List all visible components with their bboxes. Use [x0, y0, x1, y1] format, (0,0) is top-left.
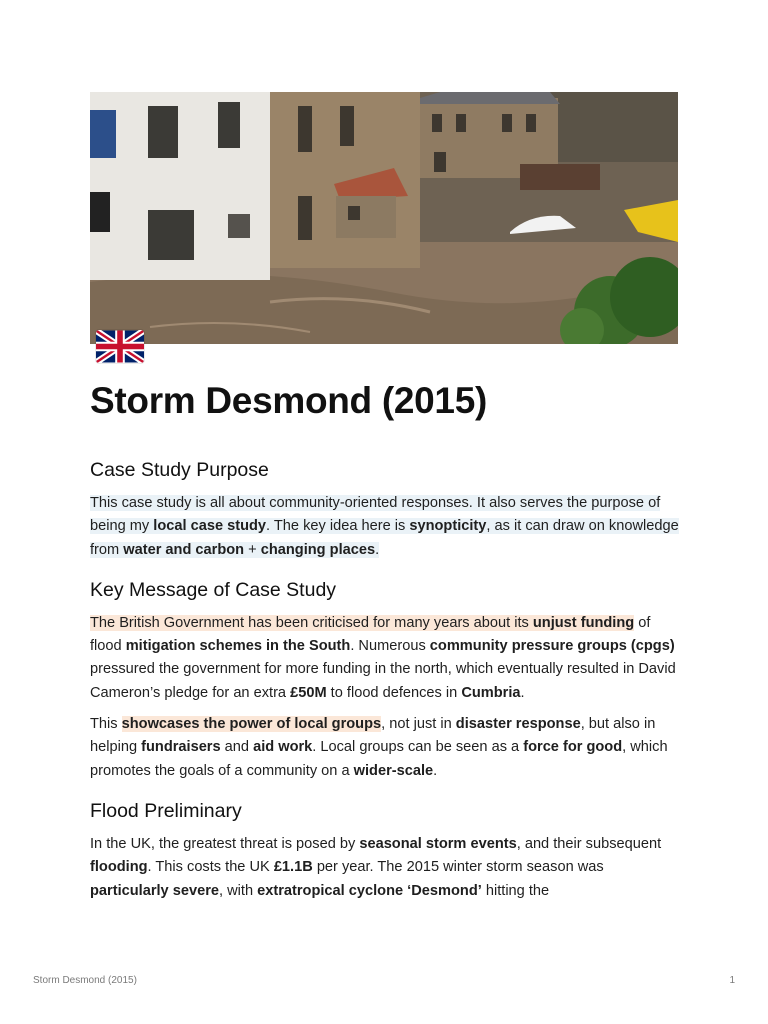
text-run: , with [219, 882, 258, 899]
footer-page-number: 1 [729, 975, 735, 986]
bold-text: fundraisers [141, 739, 221, 756]
bold-text: flooding [90, 859, 148, 876]
text-run: , but also in helping [90, 716, 656, 756]
section-key-message [90, 576, 680, 783]
bold-text: £1.1B [273, 859, 313, 876]
text-run: . [433, 762, 438, 779]
bold-text: community pressure groups (cpgs) [429, 638, 675, 655]
text-run: In the UK, the greatest threat is posed by [90, 835, 360, 852]
bold-text: synopticity [409, 518, 487, 535]
section-heading: Flood Preliminary [90, 799, 242, 822]
section-flood-preliminary [90, 797, 680, 903]
page-content [90, 456, 680, 911]
text-run: pressured the government for more funding in the north, which eventually resulted in David Cameron’s pledge for an extra [90, 661, 676, 701]
text-run: , as it can draw on knowledge from [90, 518, 679, 558]
text-run: . The key idea here is [266, 518, 410, 535]
page-title: Storm Desmond (2015) [90, 380, 487, 421]
text-run: . Local groups can be seen as a [312, 739, 524, 756]
bold-text: local case study [153, 518, 267, 535]
text-run: hitting the [481, 882, 550, 899]
text-run: , not just in [381, 716, 456, 733]
text-run: to flood defences in [326, 684, 462, 701]
text-run: + [244, 541, 261, 558]
flooded-village-photo [90, 92, 678, 344]
paragraph [90, 492, 680, 562]
section-case-study-purpose [90, 456, 680, 562]
bold-text: showcases the power of local groups [121, 716, 382, 733]
text-run: of flood [90, 614, 651, 655]
section-heading: Key Message of Case Study [90, 578, 337, 601]
section-heading: Case Study Purpose [90, 459, 269, 481]
text-run: . Numerous [350, 638, 430, 655]
text-run: . This costs the UK [147, 859, 274, 876]
text-run: This case study is all about community-oriented responses. It also serves the purpose of being my [90, 495, 661, 535]
bold-text: disaster response [455, 716, 581, 733]
paragraph [90, 612, 680, 705]
cover-image [90, 92, 678, 344]
text-run: . [375, 541, 380, 558]
paragraph [90, 713, 680, 783]
text-run: and [220, 739, 254, 756]
uk-flag-icon [96, 330, 144, 363]
text-run: per year. The 2015 winter storm season was [312, 859, 604, 876]
bold-text: extratropical cyclone ‘Desmond’ [257, 882, 482, 899]
text-run: , and their subsequent [516, 835, 662, 852]
bold-text: mitigation schemes in the South [125, 638, 351, 655]
bold-text: seasonal storm events [359, 835, 517, 852]
bold-text: Cumbria [461, 684, 521, 701]
text-run: The British Government has been criticised for many years about its [90, 614, 533, 631]
bold-text: unjust funding [532, 614, 635, 631]
bold-text: £50M [290, 684, 327, 701]
bold-text: wider-scale [353, 762, 434, 779]
footer-title: Storm Desmond (2015) [33, 975, 137, 986]
bold-text: force for good [523, 739, 623, 756]
bold-text: water and carbon [123, 541, 245, 558]
text-run: . [520, 684, 525, 701]
text-run: , which promotes the goals of a community on a [90, 739, 668, 779]
bold-text: aid work [253, 739, 313, 756]
paragraph [90, 833, 680, 903]
bold-text: changing places [260, 541, 376, 558]
text-run: This [90, 716, 122, 733]
bold-text: particularly severe [90, 882, 219, 899]
